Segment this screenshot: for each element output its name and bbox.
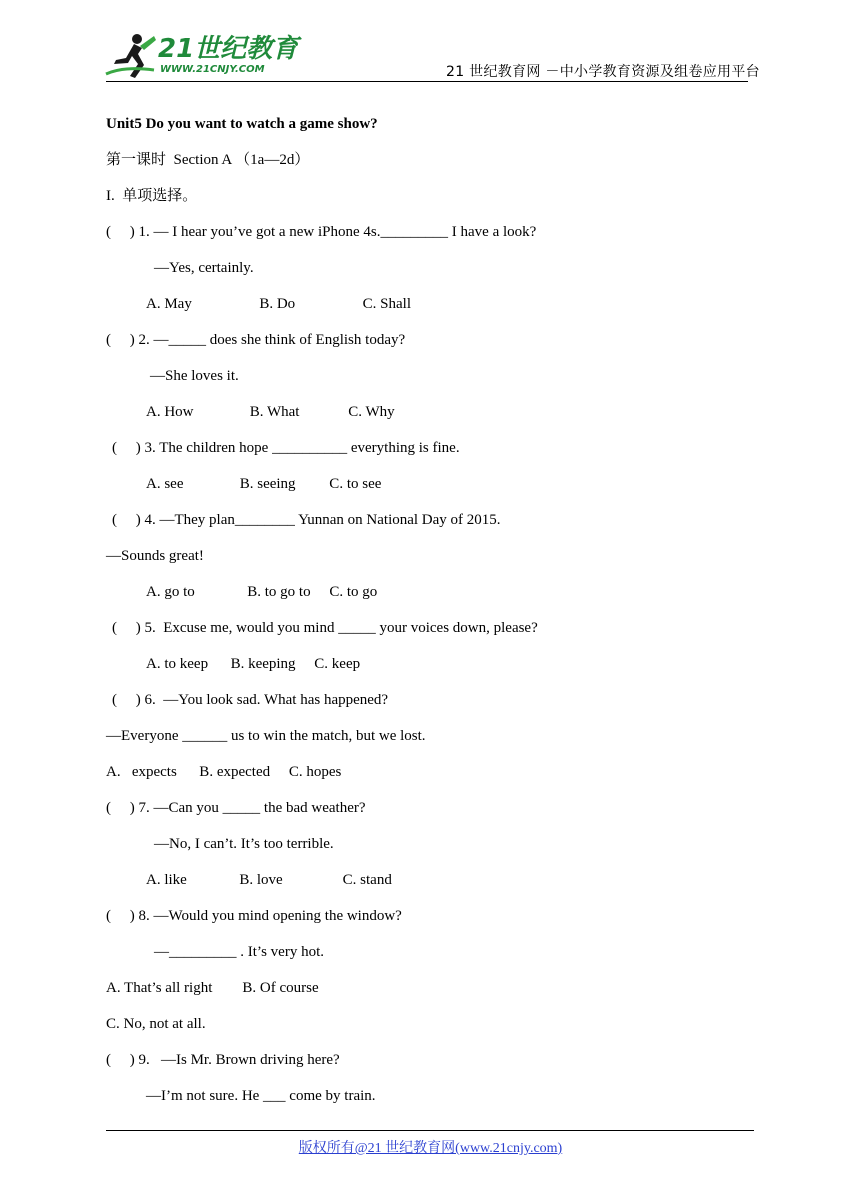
options-line: A. expects B. expected C. hopes	[106, 764, 342, 780]
answer-line: —Sounds great!	[106, 548, 204, 564]
header-divider	[106, 81, 748, 82]
site-logo	[104, 30, 299, 82]
document-title: Unit5 Do you want to watch a game show?	[106, 116, 378, 132]
question-9: ( ) 9. —Is Mr. Brown driving here?	[106, 1052, 340, 1068]
answer-line: —Everyone ______ us to win the match, but we lost.	[106, 728, 426, 744]
lesson-subtitle: 第一课时 Section A （1a—2d）	[106, 152, 310, 168]
options-line: A. May B. Do C. Shall	[146, 296, 412, 312]
question-4: ( ) 4. —They plan________ Yunnan on National Day of 2015.	[112, 512, 501, 528]
options-line: A. go to B. to go to C. to go	[146, 584, 378, 600]
site-caption: 21 世纪教育网 －中小学教育资源及组卷应用平台	[446, 64, 760, 80]
question-2: ( ) 2. —_____ does she think of English today?	[106, 332, 406, 348]
answer-line: —Yes, certainly.	[154, 260, 254, 276]
footer-divider	[106, 1130, 754, 1131]
options-line: A. That’s all right B. Of course	[106, 980, 319, 996]
question-6: ( ) 6. —You look sad. What has happened?	[112, 692, 389, 708]
question-5: ( ) 5. Excuse me, would you mind _____ your voices down, please?	[112, 620, 538, 636]
question-8: ( ) 8. —Would you mind opening the window?	[106, 908, 402, 924]
answer-line: —I’m not sure. He ___ come by train.	[146, 1088, 376, 1104]
answer-line: —She loves it.	[150, 368, 239, 384]
answer-line: —_________ . It’s very hot.	[154, 944, 324, 960]
question-7: ( ) 7. —Can you _____ the bad weather?	[106, 800, 366, 816]
answer-line: —No, I can’t. It’s too terrible.	[154, 836, 334, 852]
question-1: ( ) 1. — I hear you’ve got a new iPhone 4s._________ I have a look?	[106, 224, 537, 240]
question-3: ( ) 3. The children hope __________ everything is fine.	[112, 440, 460, 456]
runner-logo-icon	[104, 30, 160, 82]
options-line: A. like B. love C. stand	[146, 872, 392, 888]
options-line: C. No, not at all.	[106, 1016, 206, 1032]
copyright-link[interactable]: 版权所有@21 世纪教育网(www.21cnjy.com)	[298, 1141, 563, 1156]
options-line: A. to keep B. keeping C. keep	[146, 656, 361, 672]
logo-wordmark: 21世纪教育	[158, 34, 299, 64]
section-heading: I. 单项选择。	[106, 188, 198, 204]
logo-url: WWW.21CNJY.COM	[160, 64, 265, 75]
options-line: A. How B. What C. Why	[146, 404, 395, 420]
options-line: A. see B. seeing C. to see	[146, 476, 382, 492]
